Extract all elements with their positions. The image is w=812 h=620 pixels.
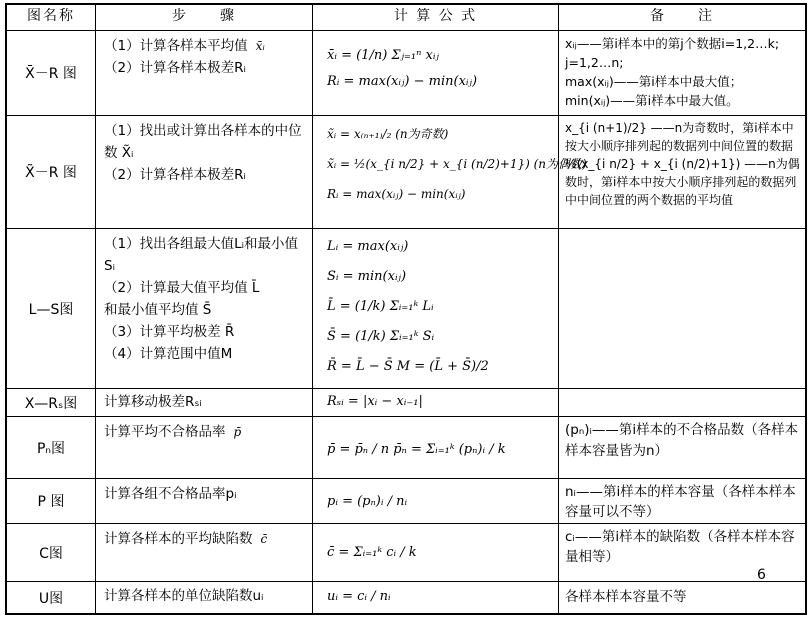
note-cell — [559, 116, 805, 228]
chart-name: P 图 — [7, 479, 96, 523]
chart-name: Pₙ图 — [7, 417, 96, 478]
header-chart-name: 图名称 — [7, 5, 96, 30]
step-text: （1）计算各样本平均值 — [104, 38, 248, 54]
table-row — [7, 116, 805, 229]
note-cell — [559, 417, 805, 478]
note-text: x_{i (n+1)/2} ——n为奇数时，第i样本中按大小顺序排列起的数据列中间位置的数据 — [565, 121, 794, 153]
formula-text: Rₛᵢ = |xᵢ − xᵢ₋₁| — [327, 394, 423, 409]
chart-name: L—S图 — [7, 229, 96, 388]
step-symbol: c̄ — [260, 532, 268, 546]
table-row — [7, 417, 805, 479]
steps-cell — [96, 417, 313, 478]
header-formula: 计 算 公 式 — [313, 5, 559, 30]
formula-text: x̃ᵢ = ½(x_{i n/2} + x_{i (n/2)+1}) (n为偶数) — [327, 157, 587, 171]
formula-cell — [313, 524, 559, 581]
formula-cell — [313, 479, 559, 523]
steps-cell — [96, 389, 313, 416]
table-row — [7, 229, 805, 389]
step-text: （4）计算范围中值M — [104, 346, 233, 362]
chart-name: X—Rₛ图 — [7, 389, 96, 416]
formula-cell — [313, 229, 559, 388]
note-text: j=1,2…n; — [565, 55, 624, 70]
note-cell — [559, 31, 805, 115]
steps-cell — [96, 524, 313, 581]
formula-text: p̄ = p̄ₙ / n p̄ₙ = Σᵢ₌₁ᵏ (pₙ)ᵢ / k — [327, 442, 506, 457]
header-steps: 步 骤 — [96, 5, 313, 30]
formula-cell — [313, 116, 587, 228]
note-text: ½(x_{i n/2} + x_{i (n/2)+1}) ——n为偶数时，第i样本中按大小顺序排列起的数据列中中间位置的两个数据的平均值 — [565, 157, 800, 207]
formula-cell — [313, 389, 559, 416]
formula-text: Lᵢ = max(xᵢⱼ) — [327, 239, 409, 254]
note-text: 各样本样本容量不等 — [565, 589, 687, 605]
formula-text: L̄ = (1/k) Σᵢ₌₁ᵏ Lᵢ — [327, 299, 434, 314]
formula-text: Sᵢ = min(xᵢⱼ) — [327, 269, 407, 284]
chart-name: X̃－R 图 — [7, 116, 96, 228]
step-text: （1）找出各组最大值Lᵢ和最小值Sᵢ — [104, 236, 299, 274]
steps-cell — [96, 116, 313, 228]
note-text: cᵢ——第i样本的缺陷数（各样本样本容量相等） — [565, 529, 795, 565]
steps-cell — [96, 582, 313, 613]
table-row — [7, 389, 805, 417]
steps-cell — [96, 229, 313, 388]
note-cell — [559, 582, 805, 613]
step-text: 计算移动极差Rₛᵢ — [104, 394, 202, 410]
note-cell — [559, 389, 805, 416]
step-text: （3）计算平均极差 R̄ — [104, 324, 235, 340]
note-cell — [559, 229, 805, 388]
step-text: （1）找出或计算出各样本的中位数 X̃ᵢ — [104, 123, 302, 161]
formula-text: uᵢ = cᵢ / nᵢ — [327, 589, 391, 604]
note-cell — [559, 479, 805, 523]
formula-cell — [313, 582, 559, 613]
step-text: （2）计算各样本极差Rᵢ — [104, 60, 246, 76]
note-cell — [559, 524, 805, 581]
formula-text: c̄ = Σᵢ₌₁ᵏ cᵢ / k — [327, 545, 417, 560]
step-text: 计算各样本的平均缺陷数 — [104, 531, 253, 547]
step-text: 计算平均不合格品率 — [104, 424, 226, 440]
formula-text: pᵢ = (pₙ)ᵢ / nᵢ — [327, 494, 408, 509]
formula-text: Rᵢ = max(xᵢⱼ) − min(xᵢⱼ) — [327, 74, 478, 89]
steps-cell — [96, 31, 313, 115]
note-text: max(xᵢⱼ)——第i样本中最大值； — [565, 74, 743, 89]
chart-name: C图 — [7, 524, 96, 581]
formula-text: x̃ᵢ = x₍ₙ₊₁₎/₂ (n为奇数) — [327, 127, 449, 141]
table-row — [7, 524, 805, 582]
step-text: 和最小值平均值 S̄ — [104, 302, 212, 318]
chart-name: X̄－R 图 — [7, 31, 96, 115]
page-number: 6 — [757, 567, 766, 583]
formula-text: x̄ᵢ = (1/n) Σⱼ₌₁ⁿ xᵢⱼ — [327, 48, 439, 63]
note-text: (pₙ)ᵢ——第i样本的不合格品数（各样本样本容量皆为n） — [565, 422, 799, 459]
note-text: nᵢ——第i样本的样本容量（各样本样本容量可以不等） — [565, 484, 796, 520]
step-symbol: p̄ — [233, 425, 242, 439]
formula-text: S̄ = (1/k) Σᵢ₌₁ᵏ Sᵢ — [327, 329, 435, 344]
control-chart-table — [5, 3, 807, 615]
chart-name: U图 — [7, 582, 96, 613]
steps-cell — [96, 479, 313, 523]
step-text: （2）计算各样本极差Rᵢ — [104, 167, 246, 183]
note-text: xᵢⱼ——第i样本中的第j个数据i=1,2…k; — [565, 36, 780, 51]
table-row — [7, 582, 805, 613]
header-notes: 备 注 — [559, 5, 805, 30]
table-header-row — [7, 5, 805, 31]
formula-text: Rᵢ = max(xᵢⱼ) − min(xᵢⱼ) — [327, 187, 466, 201]
formula-cell — [313, 31, 559, 115]
formula-cell — [313, 417, 559, 478]
table-row — [7, 31, 805, 116]
note-text: min(xᵢⱼ)——第i样本中最大值。 — [565, 93, 739, 108]
step-text: （2）计算最大值平均值 L̄ — [104, 280, 260, 296]
step-symbol: x̄ᵢ — [255, 39, 265, 53]
table-row — [7, 479, 805, 524]
step-text: 计算各样本的单位缺陷数uᵢ — [104, 588, 264, 604]
step-text: 计算各组不合格品率pᵢ — [104, 486, 237, 502]
formula-text: R̄ = L̄ − S̄ M = (L̄ + S̄)/2 — [327, 359, 489, 374]
